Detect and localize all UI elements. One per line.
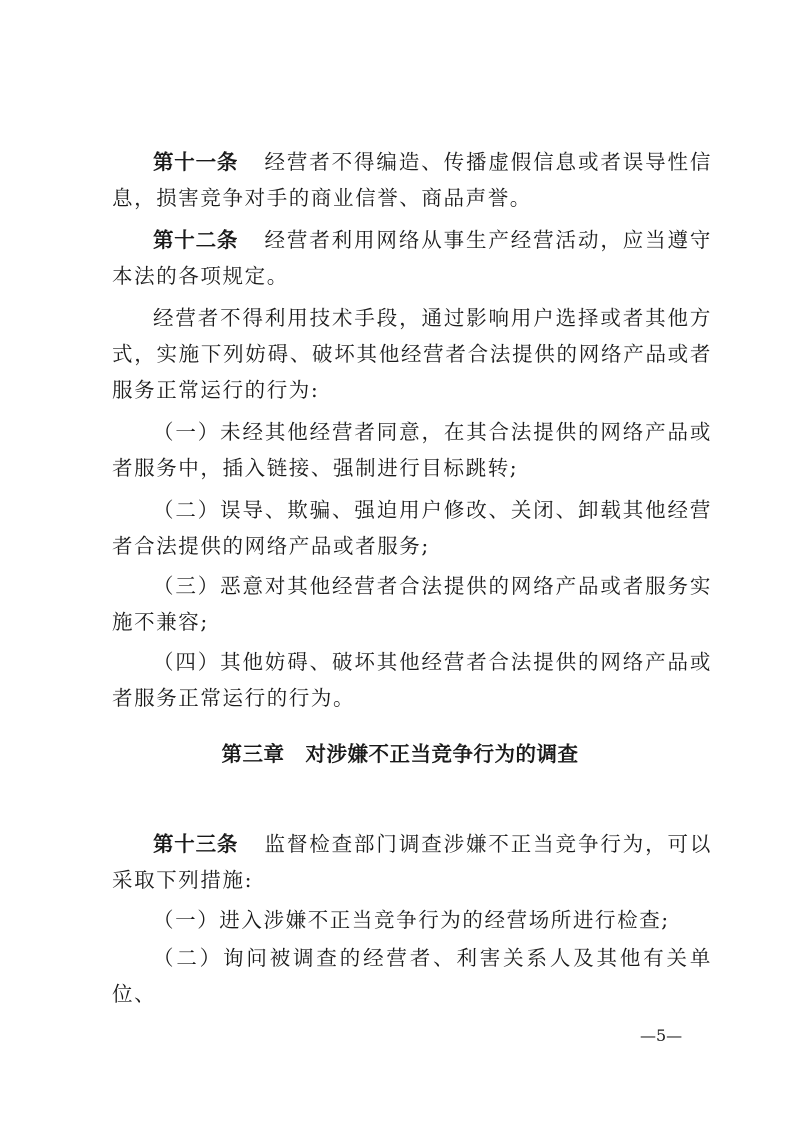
article-11-label: 第十一条 [153,150,239,174]
article-12-paragraph-2: 经营者不得利用技术手段，通过影响用户选择或者其他方式，实施下列妨碍、破坏其他经营者合法提供的网络产品或者服务正常运行的行为: [112,306,712,402]
chapter-heading: 第三章 对涉嫌不正当竞争行为的调查 [221,742,579,766]
article-12-item-2: （二）误导、欺骗、强迫用户修改、关闭、卸载其他经营者合法提供的网络产品或者服务; [112,498,712,558]
article-13-item-1: （一）进入涉嫌不正当竞争行为的经营场所进行检查; [153,908,670,932]
article-12-item-3: （三）恶意对其他经营者合法提供的网络产品或者服务实施不兼容; [112,574,712,634]
article-12 [112,222,712,294]
article-12-item-1: （一）未经其他经营者同意，在其合法提供的网络产品或者服务中，插入链接、强制进行目标跳转; [112,420,712,480]
article-13 [112,826,712,898]
article-12-item-4: （四）其他妨碍、破坏其他经营者合法提供的网络产品或者服务正常运行的行为。 [112,650,712,710]
article-12-label: 第十二条 [153,228,239,252]
article-12-text: 经营者利用网络从事生产经营活动，应当遵守本法的各项规定。 [112,228,713,288]
article-13-label: 第十三条 [153,832,239,856]
article-11-text: 经营者不得编造、传播虚假信息或者误导性信息，损害竞争对手的商业信誉、商品声誉。 [112,150,713,210]
article-13-item-2: （二）询问被调查的经营者、利害关系人及其他有关单位、 [112,946,712,1006]
article-11 [112,144,712,216]
article-13-text: 监督检查部门调查涉嫌不正当竞争行为，可以采取下列措施: [112,832,713,892]
page-number: —5— [640,1026,683,1045]
